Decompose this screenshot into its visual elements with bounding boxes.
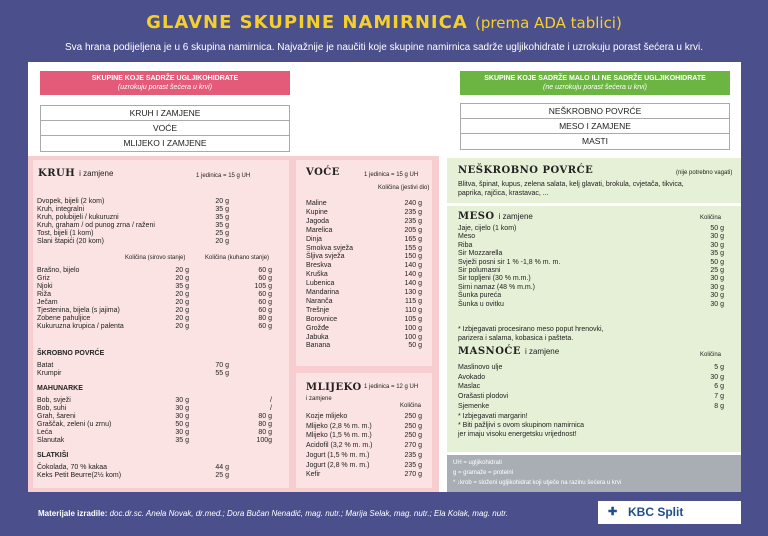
meso-value: 30 g [710, 300, 724, 308]
mahunarke-title: MAHUNARKE [37, 385, 83, 392]
masnoce-col: Količina [700, 352, 722, 358]
mahunarke-cooked: 80 g [258, 421, 272, 428]
voce-title: VOĆE [306, 167, 340, 178]
slatkisi-item: Keks Petit Beurre(2½ kom) [37, 472, 122, 479]
voce-item: Breskva [306, 262, 332, 270]
voce-value: 235 g [404, 217, 422, 225]
mlijeko-item: Mlijeko (2,8 % m. m.) [306, 422, 372, 430]
kruh-item: Kruh, integralni [37, 206, 85, 213]
voce-value: 110 g [405, 306, 422, 314]
kruh-value: 20 g [215, 238, 229, 245]
voce-item: Smokva svježa [306, 244, 354, 252]
meso-item: Šunka pureća [458, 292, 502, 300]
kruh-item: Dvopek, bijeli (2 kom) [37, 198, 105, 205]
meso-note: * Izbjegavati procesirano meso poput hrenovki, [458, 326, 604, 333]
voce-value: 140 g [404, 271, 422, 279]
meso-value: 30 g [710, 241, 724, 249]
masnoce-value: 5 g [714, 364, 724, 371]
kruh-cooked-value: 60 g [258, 323, 272, 330]
meso-item: Svježi posni sir 1 % -1,8 % m. m. [458, 258, 561, 266]
meso-item: Šunka u ovitku [458, 300, 504, 308]
meso-item: Sir Mozzarella [458, 250, 503, 258]
voce-item: Maline [306, 200, 327, 207]
voce-value: 155 g [404, 244, 422, 252]
mlijeko-col: Količina [400, 403, 422, 409]
meso-value: 30 g [710, 283, 724, 291]
kruh-item: Tost, bijeli (1 kom) [37, 230, 94, 237]
kruh-raw-value: 20 g [175, 299, 189, 306]
kruh-raw-value: 20 g [175, 291, 189, 298]
kruh-cooked-value: 60 g [258, 299, 272, 306]
kruh-cooked-value: 60 g [258, 307, 272, 314]
mlijeko-item: Acidofil (3,2 % m. m.) [306, 442, 373, 450]
mahunarke-item: Bob, svježi [37, 397, 71, 404]
mlijeko-unit: 1 jedinica = 12 g UH [364, 384, 419, 390]
skrobno-item: Batat [37, 362, 54, 369]
masnoce-item: Avokado [458, 373, 486, 381]
voce-item: Borovnice [306, 315, 338, 323]
kruh-item: Griz [37, 275, 50, 282]
kruh-value: 35 g [215, 222, 229, 229]
low-carb-groups-header: SKUPINE KOJE SADRŽE MALO ILI NE SADRŽE UGLJIKOHIDRATE (ne uzrokuju porast šećera u krvi) [460, 71, 730, 95]
masnoce-note: jer imaju visoku energetsku vrijednost! [458, 431, 577, 438]
voce-item: Marelica [306, 226, 333, 234]
mahunarke-item: Graščak, zeleni (u zrnu) [37, 421, 112, 428]
povrce-title: NEŠKROBNO POVRĆE [458, 165, 594, 176]
kruh-item: Zobene pahuljice [37, 315, 91, 322]
kruh-unit: 1 jedinica = 15 g UH [196, 173, 251, 179]
voce-value: 130 g [404, 289, 422, 296]
credits: Materijale izradile: doc.dr.sc. Anela Novak, dr.med.; Dora Bučan Nenadić, mag. nutr.; Marija Selak, mag. nutr.; Ela Kolak, mag. nutr. [38, 509, 508, 518]
kruh-item: Kruh, graham / od punog zrna / raženi [37, 222, 155, 229]
voce-item: Jagoda [306, 217, 329, 225]
voce-value: 100 g [404, 324, 422, 332]
meso-value: 30 g [710, 233, 724, 241]
meso-item: Sir topljeni (30 % m.m.) [458, 275, 531, 283]
kruh-item: Brašno, bijelo [37, 267, 80, 274]
kruh-item: Ječam [37, 299, 58, 306]
kruh-raw-value: 20 g [175, 267, 189, 274]
kruh-col-cooked: Količina (kuhano stanje) [205, 255, 270, 261]
meso-value: 30 g [710, 292, 724, 300]
voce-item: Naranča [306, 297, 333, 305]
mlijeko-value: 250 g [404, 422, 422, 430]
mlijeko-subtitle: i zamjene [306, 396, 332, 402]
mahunarke-item: Slanutak [37, 437, 65, 444]
voce-item: Dinja [306, 235, 322, 243]
kruh-cooked-value: 60 g [258, 275, 272, 282]
mahunarke-item: Leća [37, 429, 53, 436]
mahunarke-cooked: 80 g [258, 429, 272, 436]
intro-text: Sva hrana podijeljena je u 6 skupina namirnica. Najvažnije je naučiti koje skupine namirnica sadrže ugljikohidrate i uzrokuju porast šećera u krvi. [64, 42, 704, 53]
voce-item: Šljiva svježa [306, 253, 345, 261]
voce-col: Količina (jestivi dio) [378, 185, 430, 191]
mahunarke-cooked: 100g [256, 437, 272, 444]
voce-value: 165 g [404, 235, 422, 243]
kruh-cooked-value: 60 g [258, 267, 272, 274]
mlijeko-value: 250 g [404, 432, 422, 440]
voce-value: 235 g [404, 208, 422, 216]
slatkisi-item: Čokolada, 70 % kakaa [37, 464, 108, 471]
mahunarke-cooked: / [270, 405, 272, 412]
kruh-value: 35 g [215, 206, 229, 213]
kruh-raw-value: 20 g [175, 323, 189, 330]
masnoce-value: 8 g [714, 402, 724, 410]
meso-item: Meso [458, 233, 476, 241]
masnoce-item: Maslinovo ulje [458, 364, 503, 371]
voce-value: 240 g [404, 200, 422, 207]
kruh-value: 25 g [215, 230, 229, 237]
mahunarke-cooked: 80 g [258, 413, 272, 420]
kruh-raw-value: 20 g [175, 315, 189, 322]
kruh-item: Kruh, polubijeli / kukuruzni [37, 214, 119, 221]
mlijeko-value: 270 g [404, 471, 422, 479]
masnoce-note: * Biti pažljivi s ovom skupinom namirnica [458, 422, 585, 429]
kruh-cooked-value: 105 g [254, 283, 272, 290]
kruh-item: Njoki [37, 283, 53, 290]
mahunarke-raw: 30 g [175, 397, 189, 404]
meso-col: Količina [700, 215, 722, 221]
meso-value: 50 g [710, 225, 724, 232]
kruh-raw-value: 20 g [175, 307, 189, 314]
kruh-cooked-value: 80 g [258, 315, 272, 322]
voce-item: Grožđe [306, 324, 329, 332]
page-title: GLAVNE SKUPINE NAMIRNICA (prema ADA tablici) [146, 12, 622, 33]
voce-value: 150 g [404, 253, 422, 261]
voce-value: 115 g [405, 297, 422, 305]
meso-value: 30 g [710, 275, 724, 283]
mlijeko-item: Jogurt (1,5 % m. m.) [306, 451, 370, 459]
mahunarke-raw: 50 g [175, 421, 189, 428]
meso-item: Sirni namaz (48 % m.m.) [458, 283, 536, 291]
slatkisi-value: 25 g [215, 472, 229, 479]
masnoce-item: Sjemenke [458, 402, 490, 410]
kbc-logo-icon: ✚ [608, 506, 618, 518]
voce-item: Banana [306, 342, 331, 350]
kruh-item: Tjestenina, bijela (s jajima) [37, 307, 120, 314]
meso-value: 50 g [710, 258, 724, 266]
skrobno-item: Krumpir [37, 370, 62, 377]
masnoce-note: * Izbjegavati margarin! [458, 413, 528, 420]
carb-groups-header: SKUPINE KOJE SADRŽE UGLJIKOHIDRATE (uzrokuju porast šećera u krvi) [40, 71, 290, 95]
kruh-cooked-value: 60 g [258, 291, 272, 298]
mahunarke-raw: 30 g [175, 413, 189, 420]
mahunarke-raw: 30 g [175, 405, 189, 412]
voce-item: Trešnje [306, 306, 330, 314]
voce-value: 140 g [404, 262, 422, 270]
mlijeko-item: Kozje mlijeko [306, 413, 348, 420]
voce-item: Kruška [306, 271, 328, 279]
voce-value: 105 g [404, 315, 422, 323]
masnoce-title: MASNOĆE i zamjene [458, 346, 560, 357]
kruh-raw-value: 20 g [175, 275, 189, 282]
voce-value: 50 g [408, 342, 422, 350]
masnoce-item: Orašasti plodovi [458, 393, 509, 401]
kruh-value: 35 g [215, 214, 229, 221]
slatkisi-title: SLATKIŠI [37, 452, 69, 459]
meso-item: Riba [458, 241, 473, 249]
masnoce-value: 30 g [710, 373, 724, 381]
voce-item: Lubenica [306, 280, 335, 288]
kruh-item: Slani štapići (20 kom) [37, 238, 104, 245]
mahunarke-raw: 30 g [175, 429, 189, 436]
kbc-logo: ✚ KBC Split [598, 501, 741, 524]
kruh-value: 20 g [215, 198, 229, 205]
slatkisi-value: 44 g [215, 464, 229, 471]
voce-item: Kupine [306, 208, 328, 216]
mlijeko-item: Mlijeko (1,5 % m. m.) [306, 432, 372, 440]
kruh-raw-value: 35 g [175, 283, 189, 290]
masnoce-value: 6 g [714, 383, 724, 391]
kruh-title: KRUH i zamjene [38, 168, 114, 179]
mahunarke-item: Bob, suhi [37, 405, 67, 412]
mlijeko-value: 235 g [404, 461, 422, 469]
mlijeko-title: MLIJEKO [306, 382, 362, 393]
meso-item: Sir polumasni [458, 267, 501, 274]
voce-value: 140 g [404, 280, 422, 288]
skrobno-title: ŠKROBNO POVRĆE [37, 350, 105, 357]
kruh-item: Riža [37, 291, 52, 298]
masnoce-value: 7 g [714, 393, 724, 401]
mlijeko-value: 250 g [404, 413, 422, 420]
mahunarke-item: Grah, šareni [37, 413, 76, 420]
skrobno-value: 55 g [215, 370, 229, 377]
voce-item: Mandarina [306, 289, 340, 296]
mlijeko-value: 235 g [404, 451, 422, 459]
kruh-item: Kukuruzna krupica / palenta [37, 323, 124, 330]
low-carb-groups-list: NEŠKROBNO POVRĆE MESO I ZAMJENE MASTI [460, 103, 730, 150]
kruh-col-raw: Količina (sirovo stanje) [125, 255, 186, 261]
voce-value: 100 g [404, 333, 422, 341]
meso-value: 25 g [710, 267, 724, 274]
meso-value: 35 g [710, 250, 724, 258]
meso-item: Jaje, cijelo (1 kom) [458, 225, 517, 232]
mahunarke-cooked: / [270, 397, 272, 404]
voce-value: 205 g [404, 226, 422, 234]
masnoce-item: Maslac [458, 383, 481, 391]
skrobno-value: 70 g [215, 362, 229, 369]
povrce-note: (nije potrebno vagati) [676, 170, 733, 176]
voce-item: Jabuka [306, 333, 329, 341]
legend-box: UH = ugljikohidrati g = gramaže = proteini * ↓krob = složeni ugljikohidrat koji utječe na razinu šećera u krvi [447, 455, 741, 492]
meso-note: parizera i salama, kobasica i pašteta. [458, 335, 574, 342]
carb-groups-list: KRUH I ZAMJENE VOĆE MLIJEKO I ZAMJENE [40, 105, 290, 152]
mahunarke-raw: 35 g [175, 437, 189, 444]
mlijeko-item: Jogurt (2,8 % m. m.) [306, 461, 370, 469]
povrce-text: Blitva, špinat, kupus, zelena salata, kelj glavati, brokula, cvjetača, tikvica, paprika, rajčica, krastavac, ... [458, 181, 684, 197]
voce-unit: 1 jedinica = 15 g UH [364, 172, 419, 178]
mlijeko-value: 270 g [404, 442, 422, 450]
meso-title: MESO i zamjene [458, 211, 533, 222]
mlijeko-item: Kefir [306, 471, 321, 479]
